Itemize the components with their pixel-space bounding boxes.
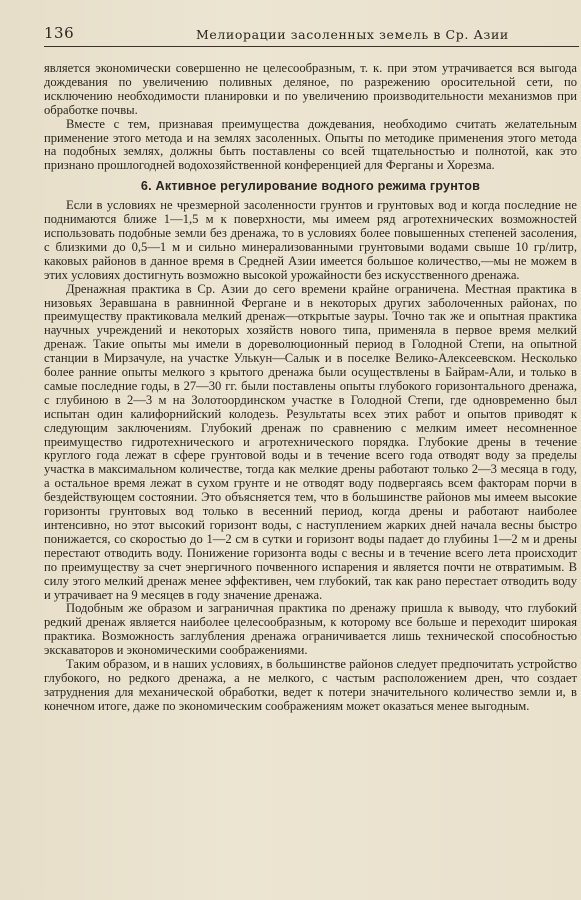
running-title: Мелиорации засоленных земель в Ср. Азии [196,27,509,42]
paragraph: Таким образом, и в наших условиях, в большинстве районов следует предпочитать устройство глубокого, но редкого дренажа, а не мелкого, с частым расположением дрен, что создает затруднения для механической обработки, ведет к потери значительного количество земли и, в конечном итоге, даже по экономическим соображениям может оказаться менее выгодным. [44,657,577,713]
page-header [44,20,579,47]
section-heading: 6. Активное регулирование водного режима грунтов [140,179,481,194]
paragraph: Дренажная практика в Ср. Азии до сего времени крайне ограничена. Местная практика в низовьях Зеравшана в равнинной Фергане и в некоторых других заболоченных районах, по преимуществу практиковала мелкий дренаж—открытые зауры. Точно так же и опытная практика научных учреждений и некоторых хозяйств нового типа, применяла в первое время мелкий дренаж. Такие опыты мы имели в дореволюционный период в Голодной Степи, на опытной станции в Мирзачуле, на участке Улькун—Салык и в поселке Велико-Алексеевском. Несколько более ранние опыты мелкого з крытого дренажа были осуществлены в Байрам-Али, и только в самые последние годы, в 27—30 гг. были поставлены опыты глубокого горизонтального дренажа, с глубиною в 2—3 м на Золотоординском участке в Голодной Степи, где одновременно был испытан один калифорнийский колодезь. Результаты всех этих работ и опытов приводят к следующим заключениям. Глубокий дренаж по сравнению с мелким имеет несомненное преимущество гидротехнического и агротехнического порядка. Глубокие дрены в течение круглого года лежат в сфере грунтовой воды и в течение всего года отводят воду за пределы участка в максимальном количестве, тогда как мелкие дрены работают только 2—3 месяца в году, а остальное время лежат в сухом грунте и не отводят воду подвергаясь всем факторам порчи в бездействующем состоянии. Это объясняется тем, что в большинстве районов мы имеем высокие горизонты грунтовых вод только в весенний период, когда дрены и работают наиболее интенсивно, но этот высокий горизонт воды, с наступлением жарких дней начала весны быстро понижается, со скоростью до 1—2 см в сутки и горизонт воды падает до глубины 1—2 м и дрены перестают отводить воду. Понижение горизонта воды с весны и в течение всего лета происходит по преимуществу за счет энергичного почвенного испарения и является почти не отвратимым. В силу этого мелкий дренаж менее эффективен, чем глубокий, так как рано перестает отводить воду и утрачивает на 9 месяцев в году значение дренажа. [44,281,577,602]
paragraph: Вместе с тем, признавая преимущества дождевания, необходимо считать желательным применение этого метода и на землях засоленных. Опыты по методике применения этого метода на подобных землях, должны быть поставлены со всей тщательностью и полнотой, как это признано прошлогодней водохозяйственной конференцией для Ферганы и Хорезма. [44,116,577,173]
paragraph: является экономически совершенно не целесообразным, т. к. при этом утрачивается вся выгода дождевания по увеличению поливных деляное, по разрежению оросительной сети, по исключению необходимости планировки и по увеличению производительности механизмов при обработке почвы. [44,61,577,117]
paragraph: Подобным же образом и заграничная практика по дренажу пришла к выводу, что глубокий редкий дренаж является наиболее целесообразным, к которому все больше и переходит широкая практика. Возможность заглубления дренажа ограничивается лишь технической способностью экскаваторов и экономическими соображениями. [44,601,577,658]
page-body [44,62,577,714]
page-number: 136 [44,24,75,42]
paragraph: Если в условиях не чрезмерной засоленности грунтов и грунтовых вод и когда последние не поднимаются ближе 1—1,5 м к поверхности, мы имеем ряд агротехнических возможностей использовать подобные земли без дренажа, то в условиях более повышенных степеней засоления, с близкими до 0,5—1 м и сильно минерализованными грунтовыми водами свыше 10 гр/литр, каковых районов в данное время в Средней Азии имеется большое количество,—мы не можем в этих условиях достигнуть возможно высокой урожайности без искусственного дренажа. [44,198,577,282]
